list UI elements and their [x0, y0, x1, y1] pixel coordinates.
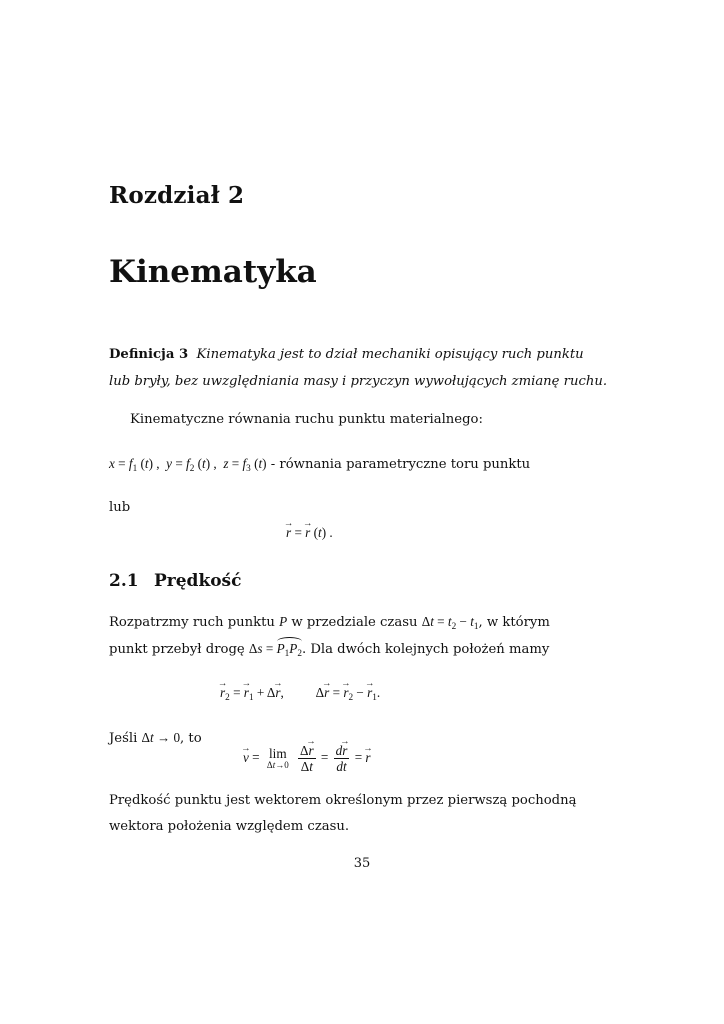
parametric-description: - równania parametryczne toru punktu	[270, 457, 531, 472]
definition-line-1	[109, 348, 584, 361]
conclusion-line-2: wektora położenia względem czasu.	[109, 819, 350, 834]
velocity-definition: → v = lim Δt→0 $\frac{\Delta\to r}{\Delta t}$ = $\frac{d\to r}{dt}$ = → r	[243, 744, 371, 773]
definition-head: Definicja 3	[109, 347, 189, 362]
paragraph-1-line-1: Rozpatrzmy ruch punktu P w przedziale czasu $\Delta t = t_2 - t_1$, w którym	[109, 614, 550, 632]
displacement-equations: → $r_2$ = → $r_1 + \Delta\to r$, Δ→ r = → $r_2$ − → $r_1$.	[220, 686, 380, 699]
limit-lead-line: Jeśli Δt → 0, to	[109, 730, 202, 746]
limit-lead-end: , to	[180, 731, 202, 746]
p1-text-a: Rozpatrzmy ruch punktu	[109, 615, 275, 630]
p1-text-b: w przedziale czasu	[291, 615, 418, 630]
parametric-equations	[109, 456, 531, 474]
definition-line-2: lub bryły, bez uwzględniania masy i przyczyn wywołujących zmianę ruchu.	[109, 374, 608, 389]
paragraph-1-line-2: punkt przebył drogę $\Delta s = P_1P_2$. Dla dwóch kolejnych położeń mamy	[109, 641, 550, 659]
limit-lead: Jeśli	[109, 731, 138, 746]
p1-text-d: punkt przebył drogę	[109, 642, 245, 657]
parametric-formula: $x = f_1$ (t) , $y = f_2$ (t) , $z = f_3$ (t)	[109, 456, 267, 474]
chapter-label: Rozdział 2	[109, 182, 245, 209]
position-vector-equation: → r = → r (t) .	[286, 526, 333, 539]
chapter-title: Kinematyka	[109, 254, 317, 290]
p1-text-c: , w którym	[478, 615, 550, 630]
definition-text-1: Kinematyka jest to dział mechaniki opisujący ruch punktu	[196, 347, 584, 362]
p1-text-e: . Dla dwóch kolejnych położeń mamy	[301, 642, 550, 657]
page-number: 35	[353, 856, 371, 871]
section-number: 2.1	[109, 571, 139, 591]
equations-lead: Kinematyczne równania ruchu punktu materialnego:	[130, 412, 483, 427]
conclusion-line-1: Prędkość punktu jest wektorem określonym przez pierwszą pochodną	[109, 793, 577, 808]
or-text: lub	[109, 500, 131, 515]
section-heading	[109, 571, 241, 591]
section-title: Prędkość	[154, 571, 242, 591]
